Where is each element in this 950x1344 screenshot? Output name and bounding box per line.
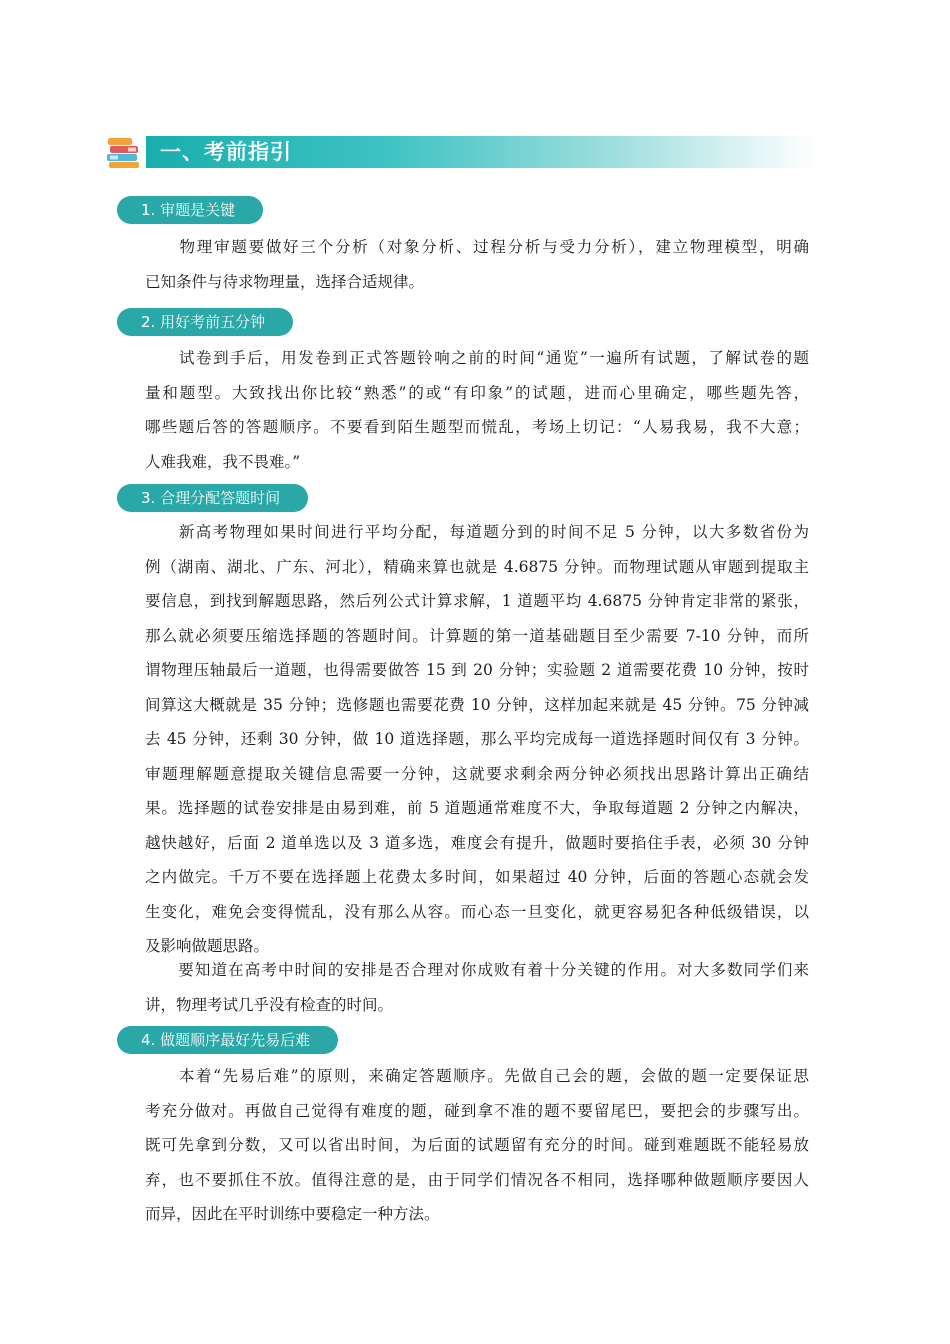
text-line: 试卷到手后，用发卷到正式答题铃响之前的时间“通览”一遍所有试题，了解试卷的题	[145, 349, 809, 367]
text-line: 既可先拿到分数，又可以省出时间，为后面的试题留有充分的时间。碰到难题既不能轻易放	[145, 1136, 809, 1154]
text-line: 例（湖南、湖北、广东、河北），精确来算也就是 4.6875 分钟。而物理试题从审题到提取主	[145, 557, 809, 576]
subsection-heading-3: 3. 合理分配答题时间	[117, 484, 308, 512]
text-line: 讲，物理考试几乎没有检查的时间。	[145, 995, 394, 1014]
text-line: 本着“先易后难”的原则，来确定答题顺序。先做自己会的题，会做的题一定要保证思	[145, 1067, 809, 1085]
text-line: 之内做完。千万不要在选择题上花费太多时间，如果超过 40 分钟，后面的答题心态就会发	[145, 868, 809, 886]
subsection-heading-2: 2. 用好考前五分钟	[117, 308, 293, 336]
text-line: 而异，因此在平时训练中要稳定一种方法。	[145, 1205, 440, 1223]
text-line: 间算这大概就是 35 分钟；选修题也需要花费 10 分钟，这样加起来就是 45 分钟。75 分钟减	[145, 695, 809, 714]
text-line: 新高考物理如果时间进行平均分配，每道题分到的时间不足 5 分钟，以大多数省份为	[145, 523, 809, 541]
subsection-4-paragraph-1	[145, 1059, 809, 1232]
subsection-heading-4: 4. 做题顺序最好先易后难	[117, 1026, 338, 1054]
text-line: 及影响做题思路。	[145, 937, 270, 955]
subsection-3-paragraph-1	[145, 515, 809, 964]
text-line: 谓物理压轴最后一道题，也得需要做答 15 到 20 分钟；实验题 2 道需要花费 10 分钟，按时	[145, 661, 809, 679]
subsection-2-paragraph-1	[145, 341, 809, 479]
books-icon	[106, 134, 142, 170]
section-title: 一、考前指引	[160, 140, 292, 164]
text-line: 去 45 分钟，还剩 30 分钟，做 10 道选择题，那么平均完成每一道选择题时间仅有 3 分钟。	[145, 730, 809, 748]
subsection-heading-1: 1. 审题是关键	[117, 196, 263, 224]
text-line: 量和题型。大致找出你比较“熟悉”的或“有印象”的试题，进而心里确定，哪些题先答，	[145, 383, 809, 402]
text-line: 弃，也不要抓住不放。值得注意的是，由于同学们情况各不相同，选择哪种做题顺序要因人	[145, 1170, 809, 1189]
subsection-1-paragraph-1	[145, 230, 809, 299]
text-line: 人难我难，我不畏难。”	[145, 452, 301, 471]
section-header	[106, 132, 816, 172]
text-line: 果。选择题的试卷安排是由易到难，前 5 道题通常难度不大，争取每道题 2 分钟之内解决，	[145, 799, 809, 817]
text-line: 越快越好，后面 2 道单选以及 3 道多选，难度会有提升，做题时要掐住手表，必须 30 分钟	[145, 833, 809, 852]
text-line: 哪些题后答的答题顺序。不要看到陌生题型而慌乱，考场上切记：“人易我易，我不大意；	[145, 418, 809, 436]
text-line: 要知道在高考中时间的安排是否合理对你成败有着十分关键的作用。对大多数同学们来	[145, 961, 809, 979]
text-line: 物理审题要做好三个分析（对象分析、过程分析与受力分析），建立物理模型，明确	[145, 238, 809, 256]
text-line: 那么就必须要压缩选择题的答题时间。计算题的第一道基础题目至少需要 7-10 分钟，而所	[145, 626, 809, 645]
text-line: 要信息，到找到解题思路，然后列公式计算求解，1 道题平均 4.6875 分钟肯定非常的紧张，	[145, 592, 809, 610]
text-line: 生变化，难免会变得慌乱，没有那么从容。而心态一旦变化，就更容易犯各种低级错误，以	[145, 902, 809, 921]
text-line: 考充分做对。再做自己觉得有难度的题，碰到拿不准的题不要留尾巴，要把会的步骤写出。	[145, 1101, 809, 1120]
text-line: 已知条件与待求物理量，选择合适规律。	[145, 272, 425, 291]
text-line: 审题理解题意提取关键信息需要一分钟，这就要求剩余两分钟必须找出思路计算出正确结	[145, 764, 809, 783]
subsection-3-paragraph-2	[145, 953, 809, 1022]
